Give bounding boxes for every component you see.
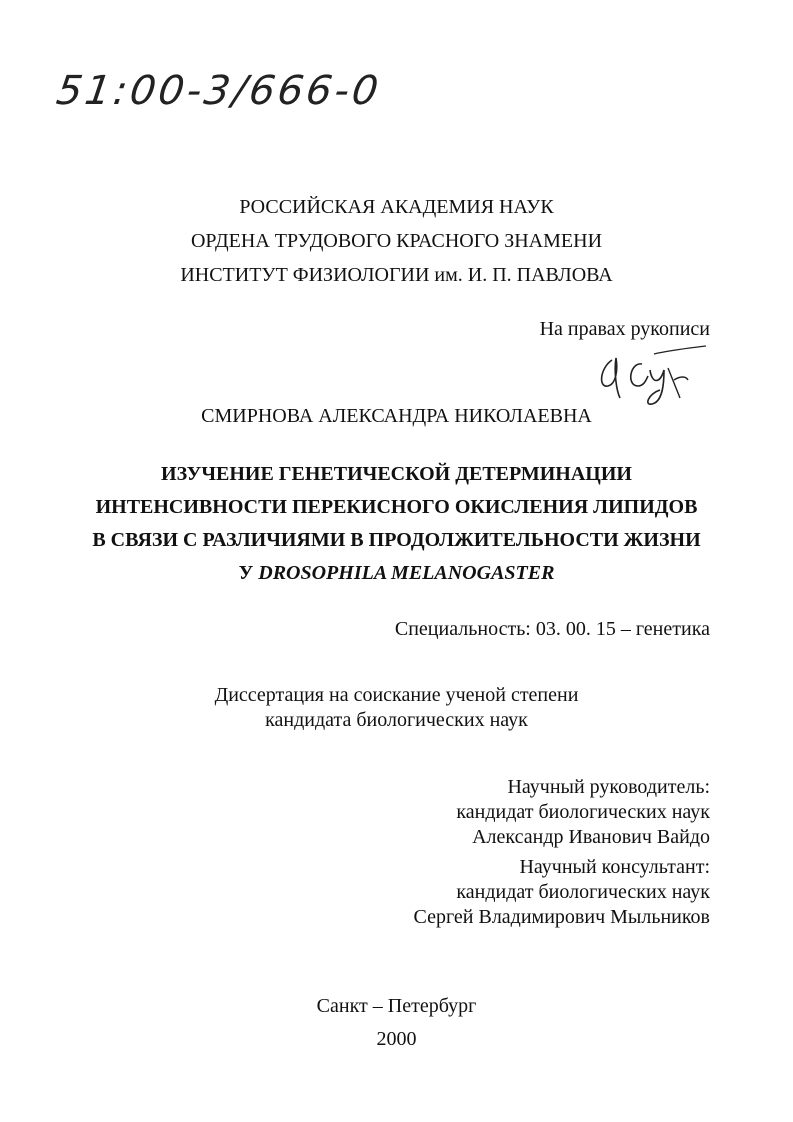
supervisor-block xyxy=(456,775,710,850)
archive-number: 51:00-3/666-0 xyxy=(53,68,384,114)
city: Санкт – Петербург xyxy=(316,995,477,1017)
specialty: Специальность: 03. 00. 15 – генетика xyxy=(394,618,710,640)
title-line-4 xyxy=(0,557,793,590)
dissertation-line-1: Диссертация на соискание ученой степени xyxy=(214,684,579,706)
institution-header xyxy=(0,190,793,292)
supervisor-role: Научный руководитель: xyxy=(507,776,710,798)
title-line-3: В СВЯЗИ С РАЗЛИЧИЯМИ В ПРОДОЛЖИТЕЛЬНОСТИ ЖИЗНИ xyxy=(92,529,701,551)
consultant-role: Научный консультант: xyxy=(519,856,710,878)
institution-line-2: ОРДЕНА ТРУДОВОГО КРАСНОГО ЗНАМЕНИ xyxy=(190,230,603,252)
dissertation-line-2: кандидата биологических наук xyxy=(265,709,528,731)
title-line-2: ИНТЕНСИВНОСТИ ПЕРЕКИСНОГО ОКИСЛЕНИЯ ЛИПИДОВ xyxy=(95,496,698,518)
signature-image xyxy=(590,340,710,410)
institution-line-3: ИНСТИТУТ ФИЗИОЛОГИИ им. И. П. ПАВЛОВА xyxy=(180,264,613,286)
dissertation-title xyxy=(0,458,793,590)
supervisor-name: Александр Иванович Вайдо xyxy=(472,826,710,848)
species-name: DROSOPHILA MELANOGASTER xyxy=(258,562,555,584)
dissertation-degree xyxy=(0,683,793,733)
title-line-1: ИЗУЧЕНИЕ ГЕНЕТИЧЕСКОЙ ДЕТЕРМИНАЦИИ xyxy=(161,463,632,485)
supervisor-degree: кандидат биологических наук xyxy=(456,801,710,823)
consultant-degree: кандидат биологических наук xyxy=(456,881,710,903)
rights-label: На правах рукописи xyxy=(539,318,710,340)
institution-line-1: РОССИЙСКАЯ АКАДЕМИЯ НАУК xyxy=(239,196,554,218)
consultant-block xyxy=(414,855,711,930)
consultant-name: Сергей Владимирович Мыльников xyxy=(413,906,710,928)
author-name: СМИРНОВА АЛЕКСАНДРА НИКОЛАЕВНА xyxy=(201,405,592,427)
year: 2000 xyxy=(376,1028,417,1050)
title-prefix: У xyxy=(238,562,259,584)
